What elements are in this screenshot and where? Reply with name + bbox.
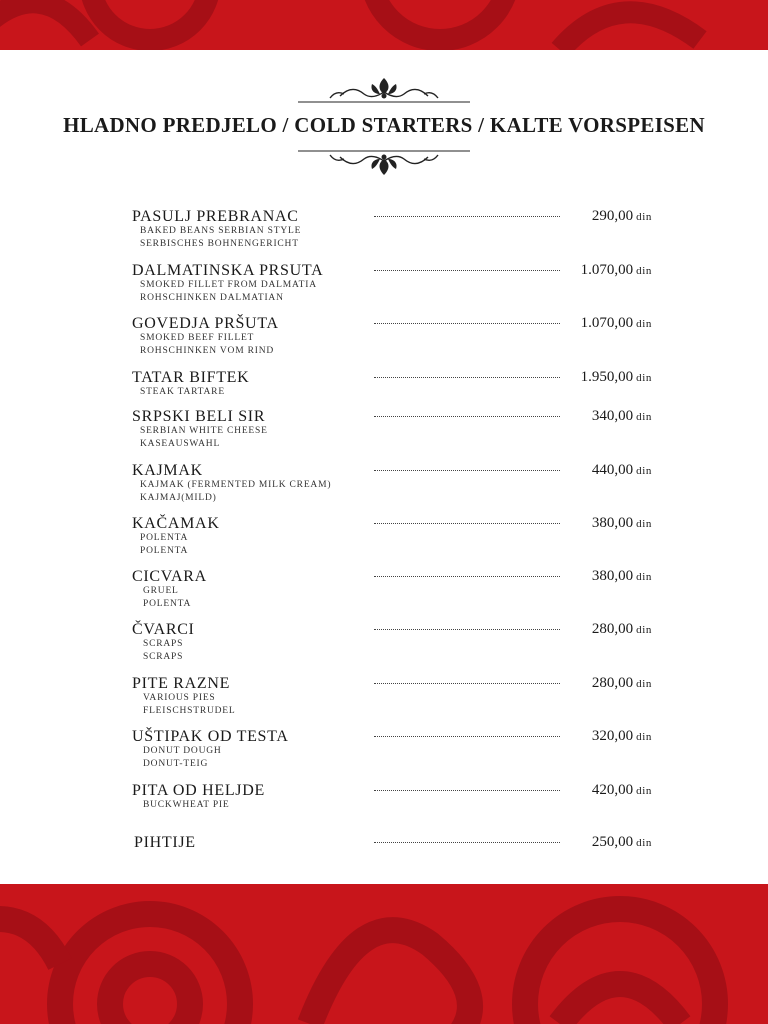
item-price: 280,00 din [591,675,652,691]
top-ornament-icon [0,74,768,106]
item-name: SRPSKI BELI SIR [132,408,266,425]
item-price: 420,00 din [591,782,652,798]
currency-label: din [636,518,652,530]
currency-label: din [636,411,652,423]
item-price: 440,00 din [591,462,652,478]
item-price: 320,00 din [591,728,652,744]
item-name: PITE RAZNE [132,675,231,692]
item-name: TATAR BIFTEK [132,369,250,386]
item-translation-de: KAJMAJ(MILD) [140,493,217,503]
item-name: KAJMAK [132,462,203,479]
item-translation-de: POLENTA [140,546,189,556]
currency-label: din [636,731,652,743]
item-translation-en: DONUT DOUGH [143,746,222,756]
item-name: DALMATINSKA PRSUTA [132,262,324,279]
dot-leader [374,416,560,417]
currency-label: din [636,372,652,384]
item-translation-de: SERBISCHES BOHNENGERICHT [140,239,299,249]
bottom-ornament-icon [0,146,768,178]
item-name: KAČAMAK [132,515,220,532]
dot-leader [374,523,560,524]
item-translation-en: POLENTA [140,533,189,543]
item-translation-en: SMOKED FILLET FROM DALMATIA [140,280,317,290]
item-translation-de: SCRAPS [143,652,184,662]
item-translation-en: STEAK TARTARE [140,387,225,397]
currency-label: din [636,624,652,636]
item-translation-en: SMOKED BEEF FILLET [140,333,255,343]
item-price: 1.070,00 din [580,262,652,278]
item-name: PITA OD HELJDE [132,782,265,799]
item-price: 290,00 din [591,208,652,224]
item-name: GOVEDJA PRŠUTA [132,315,279,332]
item-translation-de: ROHSCHINKEN VOM RIND [140,346,275,356]
item-translation-en: GRUEL [143,586,179,596]
band-swirl-pattern [0,884,768,1024]
item-name: CICVARA [132,568,207,585]
item-name: PIHTIJE [134,834,196,851]
currency-label: din [636,318,652,330]
currency-label: din [636,785,652,797]
item-name: ČVARCI [132,621,195,638]
item-translation-en: VARIOUS PIES [143,693,216,703]
dot-leader [374,736,560,737]
currency-label: din [636,837,652,849]
menu-section-title: HLADNO PREDJELO / COLD STARTERS / KALTE VORSPEISEN [63,113,705,137]
item-translation-de: ROHSCHINKEN DALMATIAN [140,293,284,303]
item-name: PASULJ PREBRANAC [132,208,299,225]
item-price: 250,00 din [591,834,652,850]
dot-leader [374,683,560,684]
item-price: 1.070,00 din [580,315,652,331]
currency-label: din [636,678,652,690]
item-translation-en: BUCKWHEAT PIE [143,800,230,810]
item-translation-en: KAJMAK (FERMENTED MILK CREAM) [140,480,332,490]
item-translation-de: DONUT-TEIG [143,759,209,769]
dot-leader [374,323,560,324]
item-translation-en: SCRAPS [143,639,184,649]
dot-leader [374,790,560,791]
dot-leader [374,270,560,271]
item-price: 280,00 din [591,621,652,637]
dot-leader [374,576,560,577]
dot-leader [374,470,560,471]
top-decorative-band [0,0,768,50]
dot-leader [374,216,560,217]
currency-label: din [636,571,652,583]
item-price: 380,00 din [591,515,652,531]
item-price: 340,00 din [591,408,652,424]
band-swirl-pattern [0,0,768,50]
dot-leader [374,377,560,378]
item-translation-de: FLEISCHSTRUDEL [143,706,236,716]
currency-label: din [636,265,652,277]
item-translation-en: SERBIAN WHITE CHEESE [140,426,268,436]
currency-label: din [636,211,652,223]
dot-leader [374,629,560,630]
bottom-decorative-band [0,884,768,1024]
item-price: 1.950,00 din [580,369,652,385]
item-translation-de: POLENTA [143,599,192,609]
currency-label: din [636,465,652,477]
item-price: 380,00 din [591,568,652,584]
item-translation-en: BAKED BEANS SERBIAN STYLE [140,226,302,236]
item-translation-de: KASEAUSWAHL [140,439,221,449]
item-name: UŠTIPAK OD TESTA [132,728,289,745]
dot-leader [374,842,560,843]
